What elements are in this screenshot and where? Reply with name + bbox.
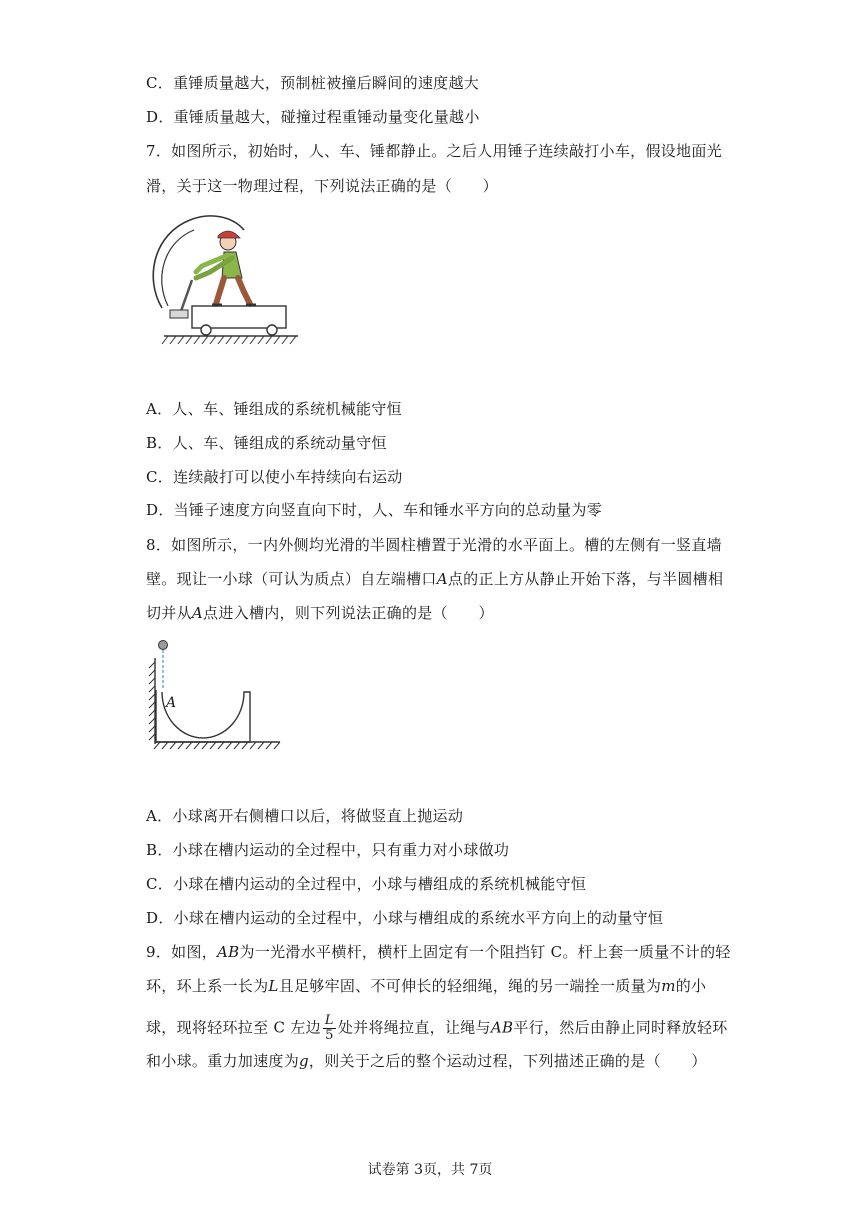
q8-option-c: C．小球在槽内运动的全过程中，小球与槽组成的系统机械能守恒 — [146, 875, 587, 893]
q7-option-a: A．人、车、锤组成的系统机械能守恒 — [146, 400, 402, 418]
q9-stem-line4: 和小球。重力加速度为g，则关于之后的整个运动过程，下列描述正确的是（ ） — [146, 1052, 707, 1070]
q9-stem-line2: 环，环上系一长为L且足够牢固、不可伸长的轻细绳，绳的另一端拴一质量为m的小 — [146, 977, 707, 995]
page-footer: 试卷第 3页，共 7页 — [367, 1162, 493, 1178]
q8-figure-semicircle-groove — [146, 636, 286, 754]
q9-stem-line1: 9．如图，AB为一光滑水平横杆，横杆上固定有一个阻挡钉 C。杆上套一质量不计的轻 — [146, 943, 731, 961]
fraction-l-over-5: $\frac{L}{5}$ — [324, 1013, 334, 1043]
q8-option-a: A．小球离开右侧槽口以后，将做竖直上抛运动 — [146, 807, 464, 825]
q9-stem-line3: 球，现将轻环拉至 C 左边 $\frac{L}{5}$ 处并将绳拉直，让绳与AB平行，然后由静止同时释放轻环 — [146, 1013, 728, 1043]
q6-option-c: C．重锤质量越大，预制桩被撞后瞬间的速度越大 — [146, 74, 480, 92]
q6-option-d: D．重锤质量越大，碰撞过程重锤动量变化量越小 — [146, 108, 480, 126]
q7-option-b: B．人、车、锤组成的系统动量守恒 — [146, 434, 387, 452]
q8-option-d: D．小球在槽内运动的全过程中，小球与槽组成的系统水平方向上的动量守恒 — [146, 909, 664, 927]
q8-stem-line3: 切并从A点进入槽内，则下列说法正确的是（ ） — [146, 604, 494, 622]
q7-option-d: D．当锤子速度方向竖直向下时，人、车和锤水平方向的总动量为零 — [146, 501, 603, 519]
q7-stem-line2: 滑，关于这一物理过程，下列说法正确的是（ ） — [146, 177, 498, 195]
q8-option-b: B．小球在槽内运动的全过程中，只有重力对小球做功 — [146, 841, 510, 859]
q8-figure-label-a: A — [166, 695, 177, 711]
q8-stem-line1: 8．如图所示，一内外侧均光滑的半圆柱槽置于光滑的水平面上。槽的左侧有一竖直墙 — [146, 536, 722, 554]
q7-figure-person-cart — [140, 208, 300, 348]
q7-stem-line1: 7．如图所示，初始时，人、车、锤都静止。之后人用锤子连续敲打小车，假设地面光 — [146, 142, 722, 160]
q8-stem-line2: 壁。现让一小球（可认为质点）自左端槽口A点的正上方从静止开始下落，与半圆槽相 — [146, 570, 724, 588]
q7-option-c: C．连续敲打可以使小车持续向右运动 — [146, 468, 403, 486]
